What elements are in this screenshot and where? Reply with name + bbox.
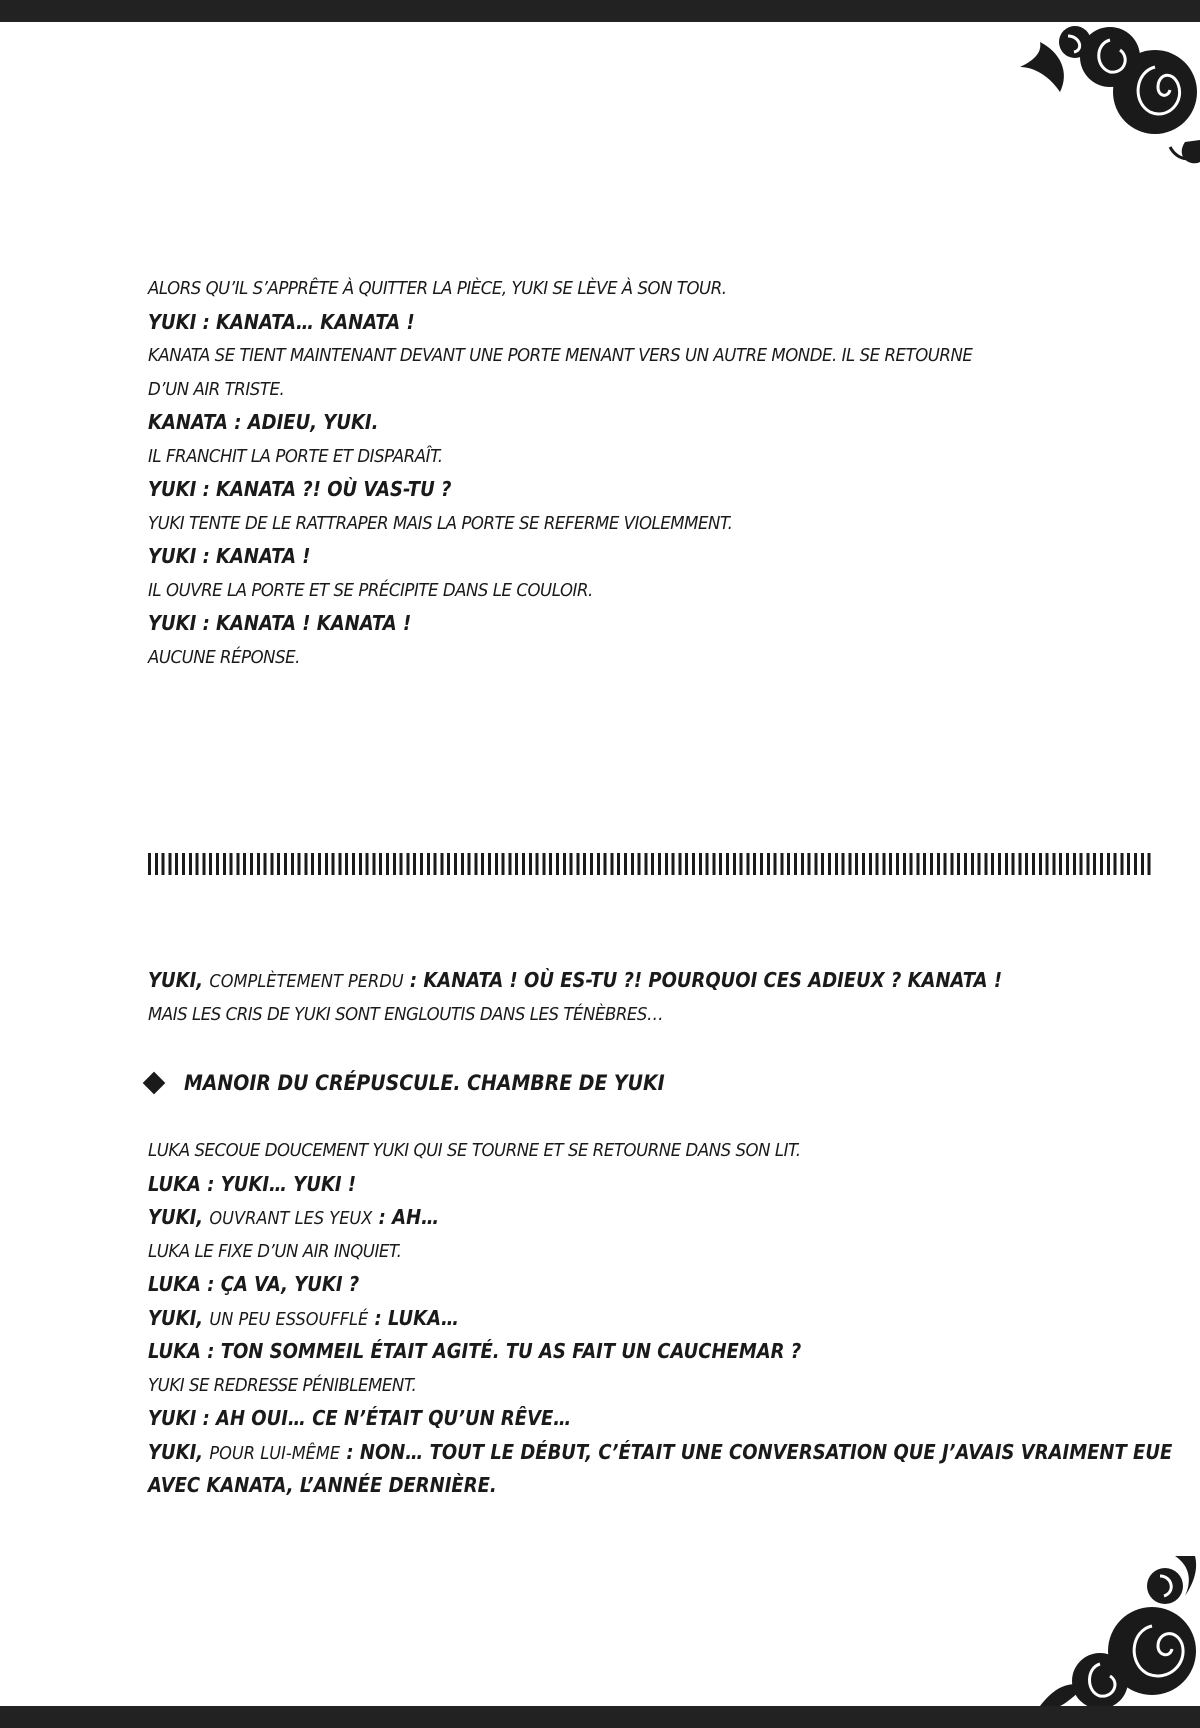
speaker-name: YUKI bbox=[148, 1406, 197, 1430]
top-border bbox=[0, 0, 1200, 22]
dialogue-line: LUKA : TON SOMMEIL ÉTAIT AGITÉ. TU AS FAIT UN CAUCHEMAR ? bbox=[148, 1339, 802, 1363]
dialogue-line: LUKA : YUKI… YUKI ! bbox=[148, 1171, 357, 1196]
dialogue-text: KANATA ! bbox=[216, 544, 311, 568]
dialogue-line: YUKI : KANATA ! KANATA ! bbox=[148, 611, 412, 635]
diamond-bullet-icon bbox=[143, 1072, 166, 1095]
speaker-name: YUKI bbox=[148, 968, 197, 992]
dialogue-line: YUKI, COMPLÈTEMENT PERDU : KANATA ! OÙ ES-TU ?! POURQUOI CES ADIEUX ? KANATA ! bbox=[148, 968, 1003, 992]
stage-direction: COMPLÈTEMENT PERDU bbox=[209, 971, 404, 992]
stage-direction: OUVRANT LES YEUX bbox=[209, 1208, 373, 1229]
dialogue-text: AH OUI… CE N’ÉTAIT QU’UN RÊVE… bbox=[216, 1406, 572, 1430]
speaker-name: YUKI bbox=[148, 477, 197, 501]
dialogue-text: LUKA… bbox=[388, 1305, 460, 1330]
stage-direction: UN PEU ESSOUFFLÉ bbox=[209, 1308, 369, 1330]
rose-ornament-top-icon bbox=[1000, 22, 1200, 172]
narration-line: LUKA LE FIXE D’UN AIR INQUIET. bbox=[148, 1240, 402, 1262]
dialogue-text: NON… TOUT LE DÉBUT, C’ÉTAIT UNE CONVERSATION QUE J’AVAIS VRAIMENT EUE bbox=[359, 1439, 1173, 1464]
dialogue-line: YUKI, POUR LUI-MÊME : NON… TOUT LE DÉBUT, C’ÉTAIT UNE CONVERSATION QUE J’AVAIS VRAIMENT EUE bbox=[148, 1439, 1173, 1464]
dialogue-line: KANATA : ADIEU, YUKI. bbox=[148, 410, 379, 434]
stage-direction: POUR LUI-MÊME bbox=[209, 1442, 341, 1464]
rose-ornament-bottom-icon bbox=[1000, 1556, 1200, 1706]
script-block-3 bbox=[148, 1134, 1173, 1503]
speaker-name: YUKI bbox=[148, 309, 197, 334]
narration-line: IL FRANCHIT LA PORTE ET DISPARAÎT. bbox=[148, 445, 443, 467]
speaker-name: LUKA bbox=[148, 1272, 201, 1296]
speaker-name: YUKI bbox=[148, 611, 197, 635]
dialogue-line: YUKI : KANATA ?! OÙ VAS-TU ? bbox=[148, 477, 452, 501]
dialogue-line: YUKI : KANATA ! bbox=[148, 544, 311, 568]
narration-line: ALORS QU’IL S’APPRÊTE À QUITTER LA PIÈCE, YUKI SE LÈVE À SON TOUR. bbox=[148, 278, 727, 299]
narration-line: KANATA SE TIENT MAINTENANT DEVANT UNE PORTE MENANT VERS UN AUTRE MONDE. IL SE RETOURNE bbox=[148, 345, 973, 366]
speaker-name: YUKI bbox=[148, 544, 197, 568]
dialogue-text: KANATA ! KANATA ! bbox=[216, 611, 412, 635]
dialogue-text: ÇA VA, YUKI ? bbox=[220, 1272, 360, 1296]
dialogue-text: KANATA ?! OÙ VAS-TU ? bbox=[216, 477, 452, 501]
dialogue-text: YUKI… YUKI ! bbox=[220, 1171, 357, 1196]
dialogue-text: ADIEU, YUKI. bbox=[247, 410, 379, 434]
script-block-2 bbox=[148, 964, 1138, 1031]
dialogue-text: AH… bbox=[392, 1205, 440, 1229]
dialogue-line: YUKI : AH OUI… CE N’ÉTAIT QU’UN RÊVE… bbox=[148, 1406, 572, 1430]
speaker-name: LUKA bbox=[148, 1339, 201, 1363]
speaker-name: YUKI bbox=[148, 1305, 197, 1330]
dialogue-line: YUKI : KANATA… KANATA ! bbox=[148, 309, 415, 334]
dialogue-line: LUKA : ÇA VA, YUKI ? bbox=[148, 1272, 360, 1296]
dialogue-text: KANATA… KANATA ! bbox=[216, 309, 415, 334]
scene-heading bbox=[142, 1068, 718, 1098]
dialogue-text: KANATA ! OÙ ES-TU ?! POURQUOI CES ADIEUX ? KANATA ! bbox=[423, 968, 1003, 992]
narration-line: YUKI TENTE DE LE RATTRAPER MAIS LA PORTE SE REFERME VIOLEMMENT. bbox=[148, 512, 733, 534]
bottom-border bbox=[0, 1706, 1200, 1728]
speaker-name: YUKI bbox=[148, 1205, 197, 1229]
narration-line: LUKA SECOUE DOUCEMENT YUKI QUI SE TOURNE ET SE RETOURNE DANS SON LIT. bbox=[148, 1140, 801, 1161]
speaker-name: KANATA bbox=[148, 410, 228, 434]
narration-line: YUKI SE REDRESSE PÉNIBLEMENT. bbox=[148, 1374, 417, 1396]
dialogue-continuation: AVEC KANATA, L’ANNÉE DERNIÈRE. bbox=[148, 1473, 497, 1497]
section-separator bbox=[148, 853, 1153, 875]
speaker-name: LUKA bbox=[148, 1171, 201, 1196]
dialogue-line: YUKI, UN PEU ESSOUFFLÉ : LUKA… bbox=[148, 1305, 460, 1330]
dialogue-text: TON SOMMEIL ÉTAIT AGITÉ. TU AS FAIT UN CAUCHEMAR ? bbox=[220, 1339, 802, 1363]
narration-line: D’UN AIR TRISTE. bbox=[148, 378, 285, 400]
narration-line: IL OUVRE LA PORTE ET SE PRÉCIPITE DANS LE COULOIR. bbox=[148, 579, 593, 601]
speaker-name: YUKI bbox=[148, 1439, 197, 1464]
narration-line: AUCUNE RÉPONSE. bbox=[148, 646, 300, 668]
dialogue-line: YUKI, OUVRANT LES YEUX : AH… bbox=[148, 1205, 440, 1229]
scene-heading-text: MANOIR DU CRÉPUSCULE. CHAMBRE DE YUKI bbox=[184, 1071, 665, 1095]
narration-line: MAIS LES CRIS DE YUKI SONT ENGLOUTIS DANS LES TÉNÈBRES… bbox=[148, 1003, 664, 1025]
script-block-1 bbox=[148, 272, 1138, 674]
